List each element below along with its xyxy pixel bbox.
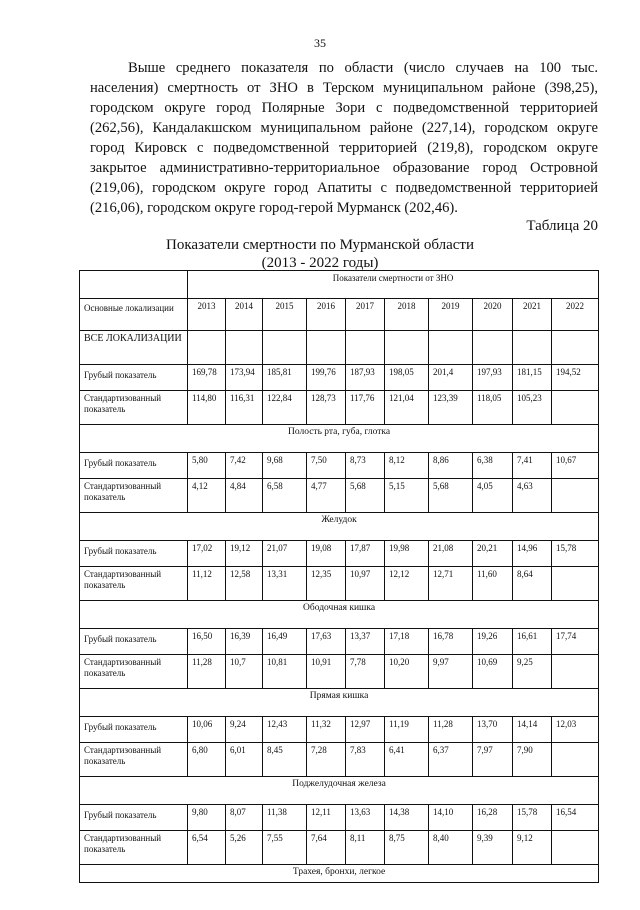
value-cell: 11,28 — [429, 717, 473, 743]
value-cell — [552, 567, 599, 601]
value-cell: 169,78 — [188, 365, 226, 391]
value-cell: 7,28 — [307, 743, 346, 777]
value-cell: 9,12 — [513, 831, 552, 865]
localization-group-title: Поджелудочная железа — [80, 777, 599, 805]
year-header-cell: 2014 — [226, 299, 263, 331]
table-row — [80, 567, 599, 601]
row-label-standardized: Стандартизованный показатель — [80, 743, 188, 777]
value-cell: 118,05 — [473, 391, 513, 425]
value-cell: 13,31 — [263, 567, 307, 601]
value-cell: 21,08 — [429, 541, 473, 567]
value-cell: 5,26 — [226, 831, 263, 865]
value-cell: 17,87 — [346, 541, 385, 567]
empty-cell — [346, 331, 385, 365]
value-cell: 201,4 — [429, 365, 473, 391]
value-cell: 6,41 — [385, 743, 429, 777]
table-row — [80, 743, 599, 777]
year-header-cell: 2017 — [346, 299, 385, 331]
value-cell: 7,83 — [346, 743, 385, 777]
value-cell: 10,81 — [263, 655, 307, 689]
value-cell — [552, 743, 599, 777]
value-cell: 13,37 — [346, 629, 385, 655]
localization-group-title: Полость рта, губа, глотка — [80, 425, 599, 453]
year-header-cell: 2021 — [513, 299, 552, 331]
value-cell: 5,15 — [385, 479, 429, 513]
value-cell: 16,50 — [188, 629, 226, 655]
value-cell: 9,25 — [513, 655, 552, 689]
row-label-standardized: Стандартизованный показатель — [80, 655, 188, 689]
value-cell: 8,64 — [513, 567, 552, 601]
value-cell: 4,84 — [226, 479, 263, 513]
value-cell: 13,63 — [346, 805, 385, 831]
value-cell: 7,78 — [346, 655, 385, 689]
value-cell: 9,68 — [263, 453, 307, 479]
row-label-crude: Грубый показатель — [80, 629, 188, 655]
value-cell: 10,97 — [346, 567, 385, 601]
value-cell — [552, 831, 599, 865]
table-row — [80, 655, 599, 689]
value-cell: 10,67 — [552, 453, 599, 479]
value-cell: 7,42 — [226, 453, 263, 479]
empty-cell — [263, 331, 307, 365]
value-cell: 10,20 — [385, 655, 429, 689]
value-cell: 17,74 — [552, 629, 599, 655]
value-cell: 123,39 — [429, 391, 473, 425]
value-cell: 9,80 — [188, 805, 226, 831]
empty-cell — [226, 331, 263, 365]
value-cell: 117,76 — [346, 391, 385, 425]
value-cell: 17,18 — [385, 629, 429, 655]
empty-cell — [552, 331, 599, 365]
year-header-cell: 2015 — [263, 299, 307, 331]
row-label-crude: Грубый показатель — [80, 541, 188, 567]
year-header-cell: 2022 — [552, 299, 599, 331]
value-cell: 21,07 — [263, 541, 307, 567]
value-cell: 16,49 — [263, 629, 307, 655]
table-row — [80, 391, 599, 425]
value-cell: 6,54 — [188, 831, 226, 865]
value-cell: 12,11 — [307, 805, 346, 831]
localization-group-title: Желудок — [80, 513, 599, 541]
value-cell: 19,12 — [226, 541, 263, 567]
value-cell: 6,01 — [226, 743, 263, 777]
table-row — [80, 805, 599, 831]
value-cell: 198,05 — [385, 365, 429, 391]
table-row — [80, 453, 599, 479]
value-cell: 10,91 — [307, 655, 346, 689]
value-cell: 14,14 — [513, 717, 552, 743]
value-cell: 8,75 — [385, 831, 429, 865]
table-row — [80, 717, 599, 743]
value-cell: 13,70 — [473, 717, 513, 743]
all-localizations-label: ВСЕ ЛОКАЛИЗАЦИИ — [80, 331, 188, 365]
year-header-cell: 2013 — [188, 299, 226, 331]
value-cell: 4,77 — [307, 479, 346, 513]
value-cell: 17,63 — [307, 629, 346, 655]
value-cell: 122,84 — [263, 391, 307, 425]
year-header-cell: 2019 — [429, 299, 473, 331]
value-cell: 11,60 — [473, 567, 513, 601]
value-cell — [552, 655, 599, 689]
value-cell: 8,40 — [429, 831, 473, 865]
value-cell: 6,37 — [429, 743, 473, 777]
value-cell: 105,23 — [513, 391, 552, 425]
value-cell: 7,64 — [307, 831, 346, 865]
value-cell: 12,12 — [385, 567, 429, 601]
value-cell: 181,15 — [513, 365, 552, 391]
value-cell: 116,31 — [226, 391, 263, 425]
value-cell: 20,21 — [473, 541, 513, 567]
table-row — [80, 365, 599, 391]
value-cell: 10,69 — [473, 655, 513, 689]
row-label-standardized: Стандартизованный показатель — [80, 479, 188, 513]
value-cell: 8,45 — [263, 743, 307, 777]
body-paragraph: Выше среднего показателя по области (число случаев на 100 тыс. населения) смертность от ЗНО в Терском муниципальном районе (398,25), городском округе город Полярные Зори с подведомственной территорией (262,56), Кандалакшском муниципальном районе (227,14), городском округе город Кировск с подведомственной территорией (219,8), городском округе закрытое административно-территориальное образование город Островной (219,06), городском округе город Апатиты с подведомственной территорией (216,06), городском округе город-герой Мурманск (202,46). — [90, 60, 598, 216]
table-title-line-2: (2013 - 2022 годы) — [261, 255, 379, 271]
value-cell: 7,90 — [513, 743, 552, 777]
value-cell: 12,35 — [307, 567, 346, 601]
value-cell: 19,98 — [385, 541, 429, 567]
value-cell: 16,78 — [429, 629, 473, 655]
value-cell: 9,39 — [473, 831, 513, 865]
value-cell: 11,12 — [188, 567, 226, 601]
value-cell: 17,02 — [188, 541, 226, 567]
empty-cell — [385, 331, 429, 365]
table-row — [80, 831, 599, 865]
value-cell: 7,41 — [513, 453, 552, 479]
row-label-crude: Грубый показатель — [80, 365, 188, 391]
value-cell: 5,68 — [429, 479, 473, 513]
value-cell — [552, 479, 599, 513]
value-cell: 14,96 — [513, 541, 552, 567]
empty-cell — [473, 331, 513, 365]
value-cell: 194,52 — [552, 365, 599, 391]
value-cell: 8,86 — [429, 453, 473, 479]
value-cell: 11,19 — [385, 717, 429, 743]
value-cell: 4,12 — [188, 479, 226, 513]
value-cell: 6,38 — [473, 453, 513, 479]
value-cell: 114,80 — [188, 391, 226, 425]
value-cell: 7,50 — [307, 453, 346, 479]
value-cell: 12,43 — [263, 717, 307, 743]
mortality-table — [79, 270, 599, 883]
value-cell: 8,11 — [346, 831, 385, 865]
value-cell: 16,39 — [226, 629, 263, 655]
row-label-crude: Грубый показатель — [80, 717, 188, 743]
value-cell: 197,93 — [473, 365, 513, 391]
value-cell: 9,24 — [226, 717, 263, 743]
value-cell: 12,97 — [346, 717, 385, 743]
value-cell: 12,58 — [226, 567, 263, 601]
year-header-cell: 2020 — [473, 299, 513, 331]
row-label-standardized: Стандартизованный показатель — [80, 391, 188, 425]
value-cell: 11,32 — [307, 717, 346, 743]
value-cell: 14,10 — [429, 805, 473, 831]
value-cell: 128,73 — [307, 391, 346, 425]
empty-cell — [188, 331, 226, 365]
value-cell: 12,03 — [552, 717, 599, 743]
page-number: 35 — [314, 36, 326, 50]
value-cell — [552, 391, 599, 425]
value-cell: 5,80 — [188, 453, 226, 479]
row-label-standardized: Стандартизованный показатель — [80, 831, 188, 865]
value-cell: 8,73 — [346, 453, 385, 479]
value-cell: 8,12 — [385, 453, 429, 479]
table-row — [80, 479, 599, 513]
value-cell: 199,76 — [307, 365, 346, 391]
localization-group-title: Трахея, бронхи, легкое — [80, 865, 599, 883]
year-header-cell: 2016 — [307, 299, 346, 331]
value-cell: 173,94 — [226, 365, 263, 391]
value-cell: 12,71 — [429, 567, 473, 601]
value-cell: 19,08 — [307, 541, 346, 567]
value-cell: 15,78 — [552, 541, 599, 567]
empty-cell — [307, 331, 346, 365]
value-cell: 14,38 — [385, 805, 429, 831]
table-row — [80, 629, 599, 655]
empty-cell — [513, 331, 552, 365]
header-corner-cell — [80, 271, 188, 299]
value-cell: 19,26 — [473, 629, 513, 655]
value-cell: 4,05 — [473, 479, 513, 513]
value-cell: 187,93 — [346, 365, 385, 391]
localization-group-title: Прямая кишка — [80, 689, 599, 717]
value-cell: 10,7 — [226, 655, 263, 689]
value-cell: 7,55 — [263, 831, 307, 865]
table-title-line-1: Показатели смертности по Мурманской области — [166, 237, 474, 253]
value-cell: 16,54 — [552, 805, 599, 831]
value-cell: 5,68 — [346, 479, 385, 513]
value-cell: 11,28 — [188, 655, 226, 689]
year-header-cell: 2018 — [385, 299, 429, 331]
value-cell: 11,38 — [263, 805, 307, 831]
value-cell: 16,61 — [513, 629, 552, 655]
row-label-crude: Грубый показатель — [80, 453, 188, 479]
value-cell: 6,58 — [263, 479, 307, 513]
row-label-crude: Грубый показатель — [80, 805, 188, 831]
empty-cell — [429, 331, 473, 365]
value-cell: 6,80 — [188, 743, 226, 777]
table-row — [80, 541, 599, 567]
value-cell: 16,28 — [473, 805, 513, 831]
row-label-standardized: Стандартизованный показатель — [80, 567, 188, 601]
value-cell: 121,04 — [385, 391, 429, 425]
header-main: Показатели смертности от ЗНО — [188, 271, 599, 299]
value-cell: 7,97 — [473, 743, 513, 777]
value-cell: 4,63 — [513, 479, 552, 513]
value-cell: 10,06 — [188, 717, 226, 743]
value-cell: 15,78 — [513, 805, 552, 831]
value-cell: 8,07 — [226, 805, 263, 831]
column-label-localization: Основные локализации — [80, 299, 188, 331]
table-title — [0, 236, 640, 272]
table-number: Таблица 20 — [526, 218, 598, 234]
localization-group-title: Ободочная кишка — [80, 601, 599, 629]
value-cell: 185,81 — [263, 365, 307, 391]
value-cell: 9,97 — [429, 655, 473, 689]
